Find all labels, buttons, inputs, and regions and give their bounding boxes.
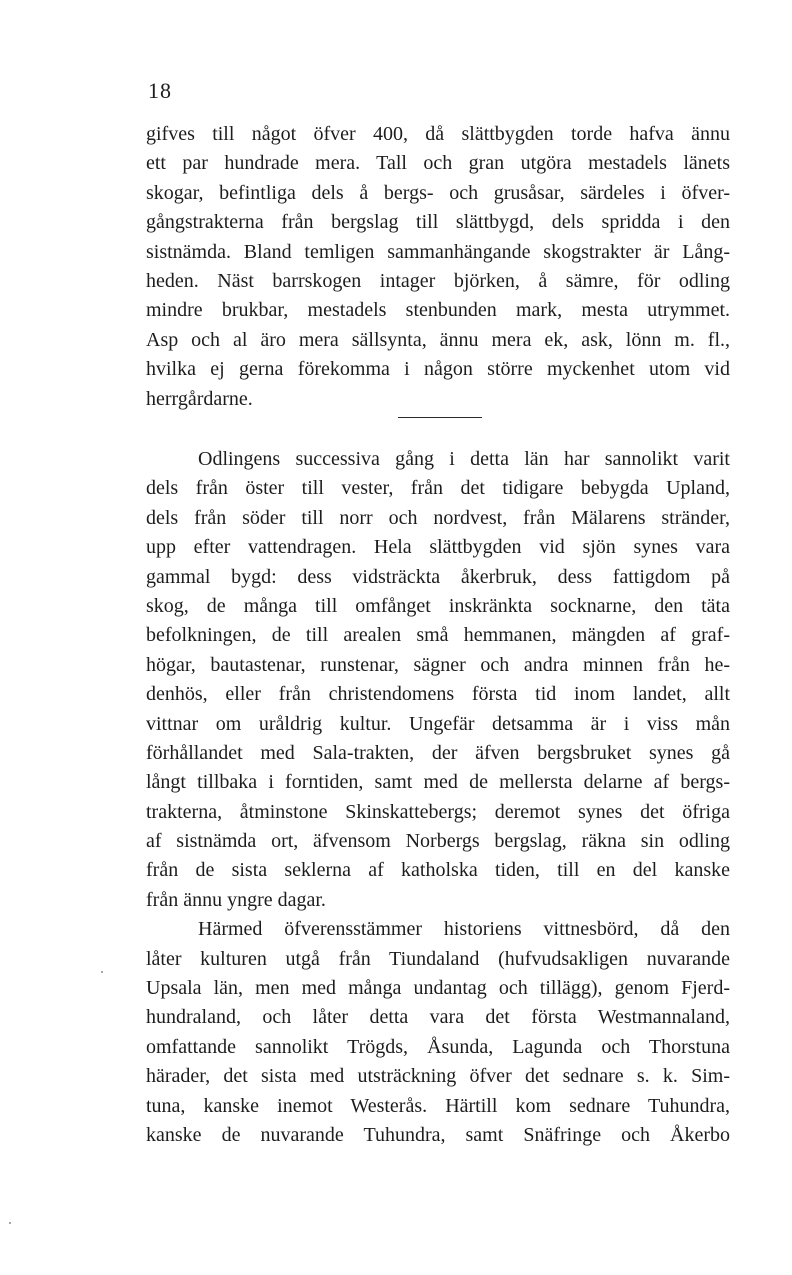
scan-speck <box>101 971 103 973</box>
text-line: hundraland, och låter detta vara det första Westmannaland, <box>146 1006 730 1029</box>
paragraph-forests <box>146 120 730 414</box>
text-line: låter kulturen utgå från Tiundaland (hufvudsakligen nuvarande <box>146 947 730 970</box>
text-line: vittnar om uråldrig kultur. Ungefär detsamma är i viss mån <box>146 712 730 735</box>
text-line: dels från söder till norr och nordvest, från Mälarens stränder, <box>146 506 730 529</box>
text-line: långt tillbaka i forntiden, samt med de mellersta delarne af bergs- <box>146 771 730 794</box>
text-line: kanske de nuvarande Tuhundra, samt Snäfringe och Åkerbo <box>146 1123 730 1146</box>
text-line: mindre brukbar, mestadels stenbunden mark, mesta utrymmet. <box>146 299 730 322</box>
text-line: af sistnämda ort, äfvensom Norbergs bergslag, räkna sin odling <box>146 830 730 853</box>
text-line: omfattande sannolikt Trögds, Åsunda, Lagunda och Thorstuna <box>146 1035 730 1058</box>
text-line: tuna, kanske inemot Westerås. Härtill kom sednare Tuhundra, <box>146 1094 730 1117</box>
text-line: Härmed öfverensstämmer historiens vittnesbörd, då den <box>198 918 730 941</box>
text-line: dels från öster till vester, från det tidigare bebygda Upland, <box>146 477 730 500</box>
text-line: gångstrakterna från bergslag till slättbygd, dels spridda i den <box>146 211 730 234</box>
text-line: sistnämda. Bland temligen sammanhängande skogstrakter är Lång- <box>146 240 730 263</box>
text-line: gammal bygd: dess vidsträckta åkerbruk, dess fattigdom på <box>146 565 730 588</box>
text-line: skogar, befintliga dels å bergs- och grusåsar, särdeles i öfver- <box>146 181 730 204</box>
text-line: befolkningen, de till arealen små hemmanen, mängden af graf- <box>146 624 730 647</box>
text-line: ett par hundrade mera. Tall och gran utgöra mestadels länets <box>146 152 730 175</box>
text-line: herrgårdarne. <box>146 387 253 410</box>
text-line: gifves till något öfver 400, då slättbygden torde hafva ännu <box>146 123 730 145</box>
text-line: heden. Näst barrskogen intager björken, å sämre, för odling <box>146 269 730 292</box>
text-line: härader, det sista med utsträckning öfver det sednare s. k. Sim- <box>146 1065 730 1088</box>
text-line: skog, de många till omfånget inskränkta socknarne, den täta <box>146 594 730 617</box>
text-line: Asp och al äro mera sällsynta, ännu mera ek, ask, lönn m. fl., <box>146 328 730 351</box>
text-line: trakterna, åtminstone Skinskattebergs; deremot synes det öfriga <box>146 800 730 823</box>
text-line: förhållandet med Sala-trakten, der äfven bergsbruket synes gå <box>146 741 730 764</box>
text-line: upp efter vattendragen. Hela slättbygden vid sjön synes vara <box>146 536 730 559</box>
text-line: Odlingens successiva gång i detta län har sannolikt varit <box>198 448 730 470</box>
page-number: 18 <box>148 78 172 103</box>
paragraph-cultivation-history <box>146 445 730 1150</box>
text-line: från ännu yngre dagar. <box>146 888 326 911</box>
text-line: från de sista seklerna af katholska tiden, till en del kanske <box>146 859 730 882</box>
scan-speck <box>9 1222 11 1224</box>
section-divider <box>398 417 482 418</box>
text-line: högar, bautastenar, runstenar, sägner och andra minnen från he- <box>146 653 730 676</box>
text-line: denhös, eller från christendomens första tid inom landet, allt <box>146 683 730 706</box>
text-line: hvilka ej gerna förekomma i någon större myckenhet utom vid <box>146 358 730 381</box>
text-line: Upsala län, men med många undantag och tillägg), genom Fjerd- <box>146 977 730 1000</box>
